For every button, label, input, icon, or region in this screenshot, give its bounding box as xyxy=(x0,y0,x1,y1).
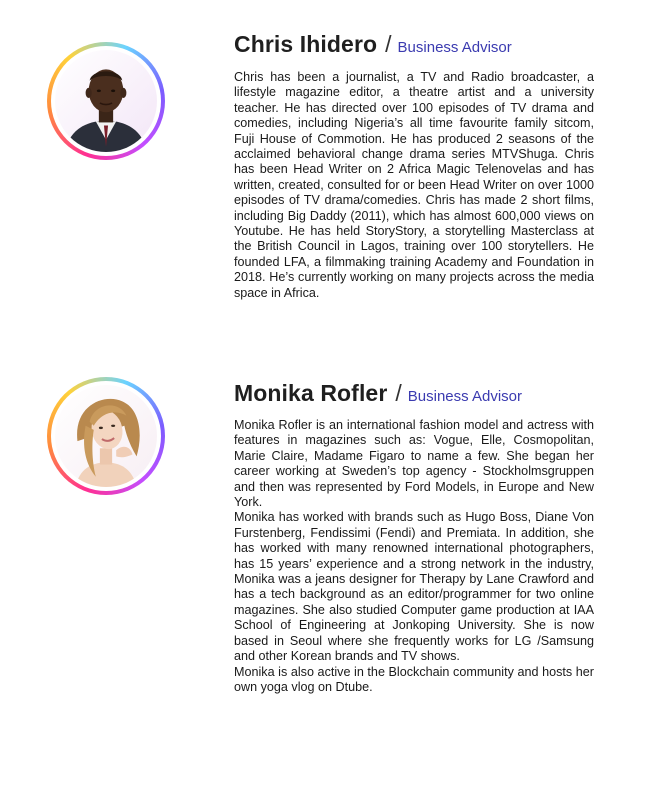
portrait-woman-icon xyxy=(55,385,157,487)
bio-paragraph: Monika is also active in the Blockchain community and hosts her own yoga vlog on Dtube. xyxy=(234,664,594,694)
separator: / xyxy=(385,31,392,57)
bio-paragraph: Monika has worked with brands such as Hugo Boss, Diane Von Furstenberg, Fendissimi (Fendi) and Premiata. In addition, she has worked with many renowned international photographers, has 15 years’ experience and a strong network in the industry, Monika was a jeans designer for Therapy by Lane Crawford and has a tech background as an editor/programmer for two online magazines. She also studied Computer game production at IAA School of Engineering at Jonkoping University. She is now based in Seoul where she frequently works for LG /Samsung and other Korean brands and TV shows. xyxy=(234,510,594,664)
bio-paragraph: Monika Rofler is an international fashion model and actress with features in magazines such as: Vogue, Elle, Cosmopolitan, Marie Claire, Madame Figaro to name a few. She began her career working at Sweden’s top agency - Stockholmsgruppen and then was represented by Ford Models, in Europe and New York. xyxy=(234,418,594,510)
bio-paragraph: Chris has been a journalist, a TV and Radio broadcaster, a lifestyle magazine editor, a theatre artist and a university teacher. He has directed over 100 episodes of TV drama and comedies, including Nigeria’s all time favourite family sitcom, Fuji House of Commotion. He has produced 2 seasons of the acclaimed behavioral change drama series MTVShuga. Chris has been Head Writer on 2 Africa Magic Telenovelas and has written, created, consulted for or been Head Writer on over 1000 episodes of TV drama/comedies. Chris has made 2 short films, including Big Daddy (2011), which has almost 600,000 views on Youtube. He has held StoryStory, a storytelling Masterclass at the British Council in Lagos, training over 100 storytellers. He founded LFA, a filmmaking training Academy and Foundation in 2018. He’s currently working on many projects across the media space in Africa. xyxy=(234,70,594,300)
profile-header xyxy=(234,380,522,407)
person-bio xyxy=(234,418,594,695)
person-role: Business Advisor xyxy=(407,388,522,405)
portrait-woman-photo xyxy=(55,385,157,487)
avatar xyxy=(47,377,165,495)
person-name: Monika Rofler xyxy=(234,380,388,406)
separator: / xyxy=(395,380,402,406)
person-role: Business Advisor xyxy=(397,39,512,56)
person-name: Chris Ihidero xyxy=(234,31,378,57)
